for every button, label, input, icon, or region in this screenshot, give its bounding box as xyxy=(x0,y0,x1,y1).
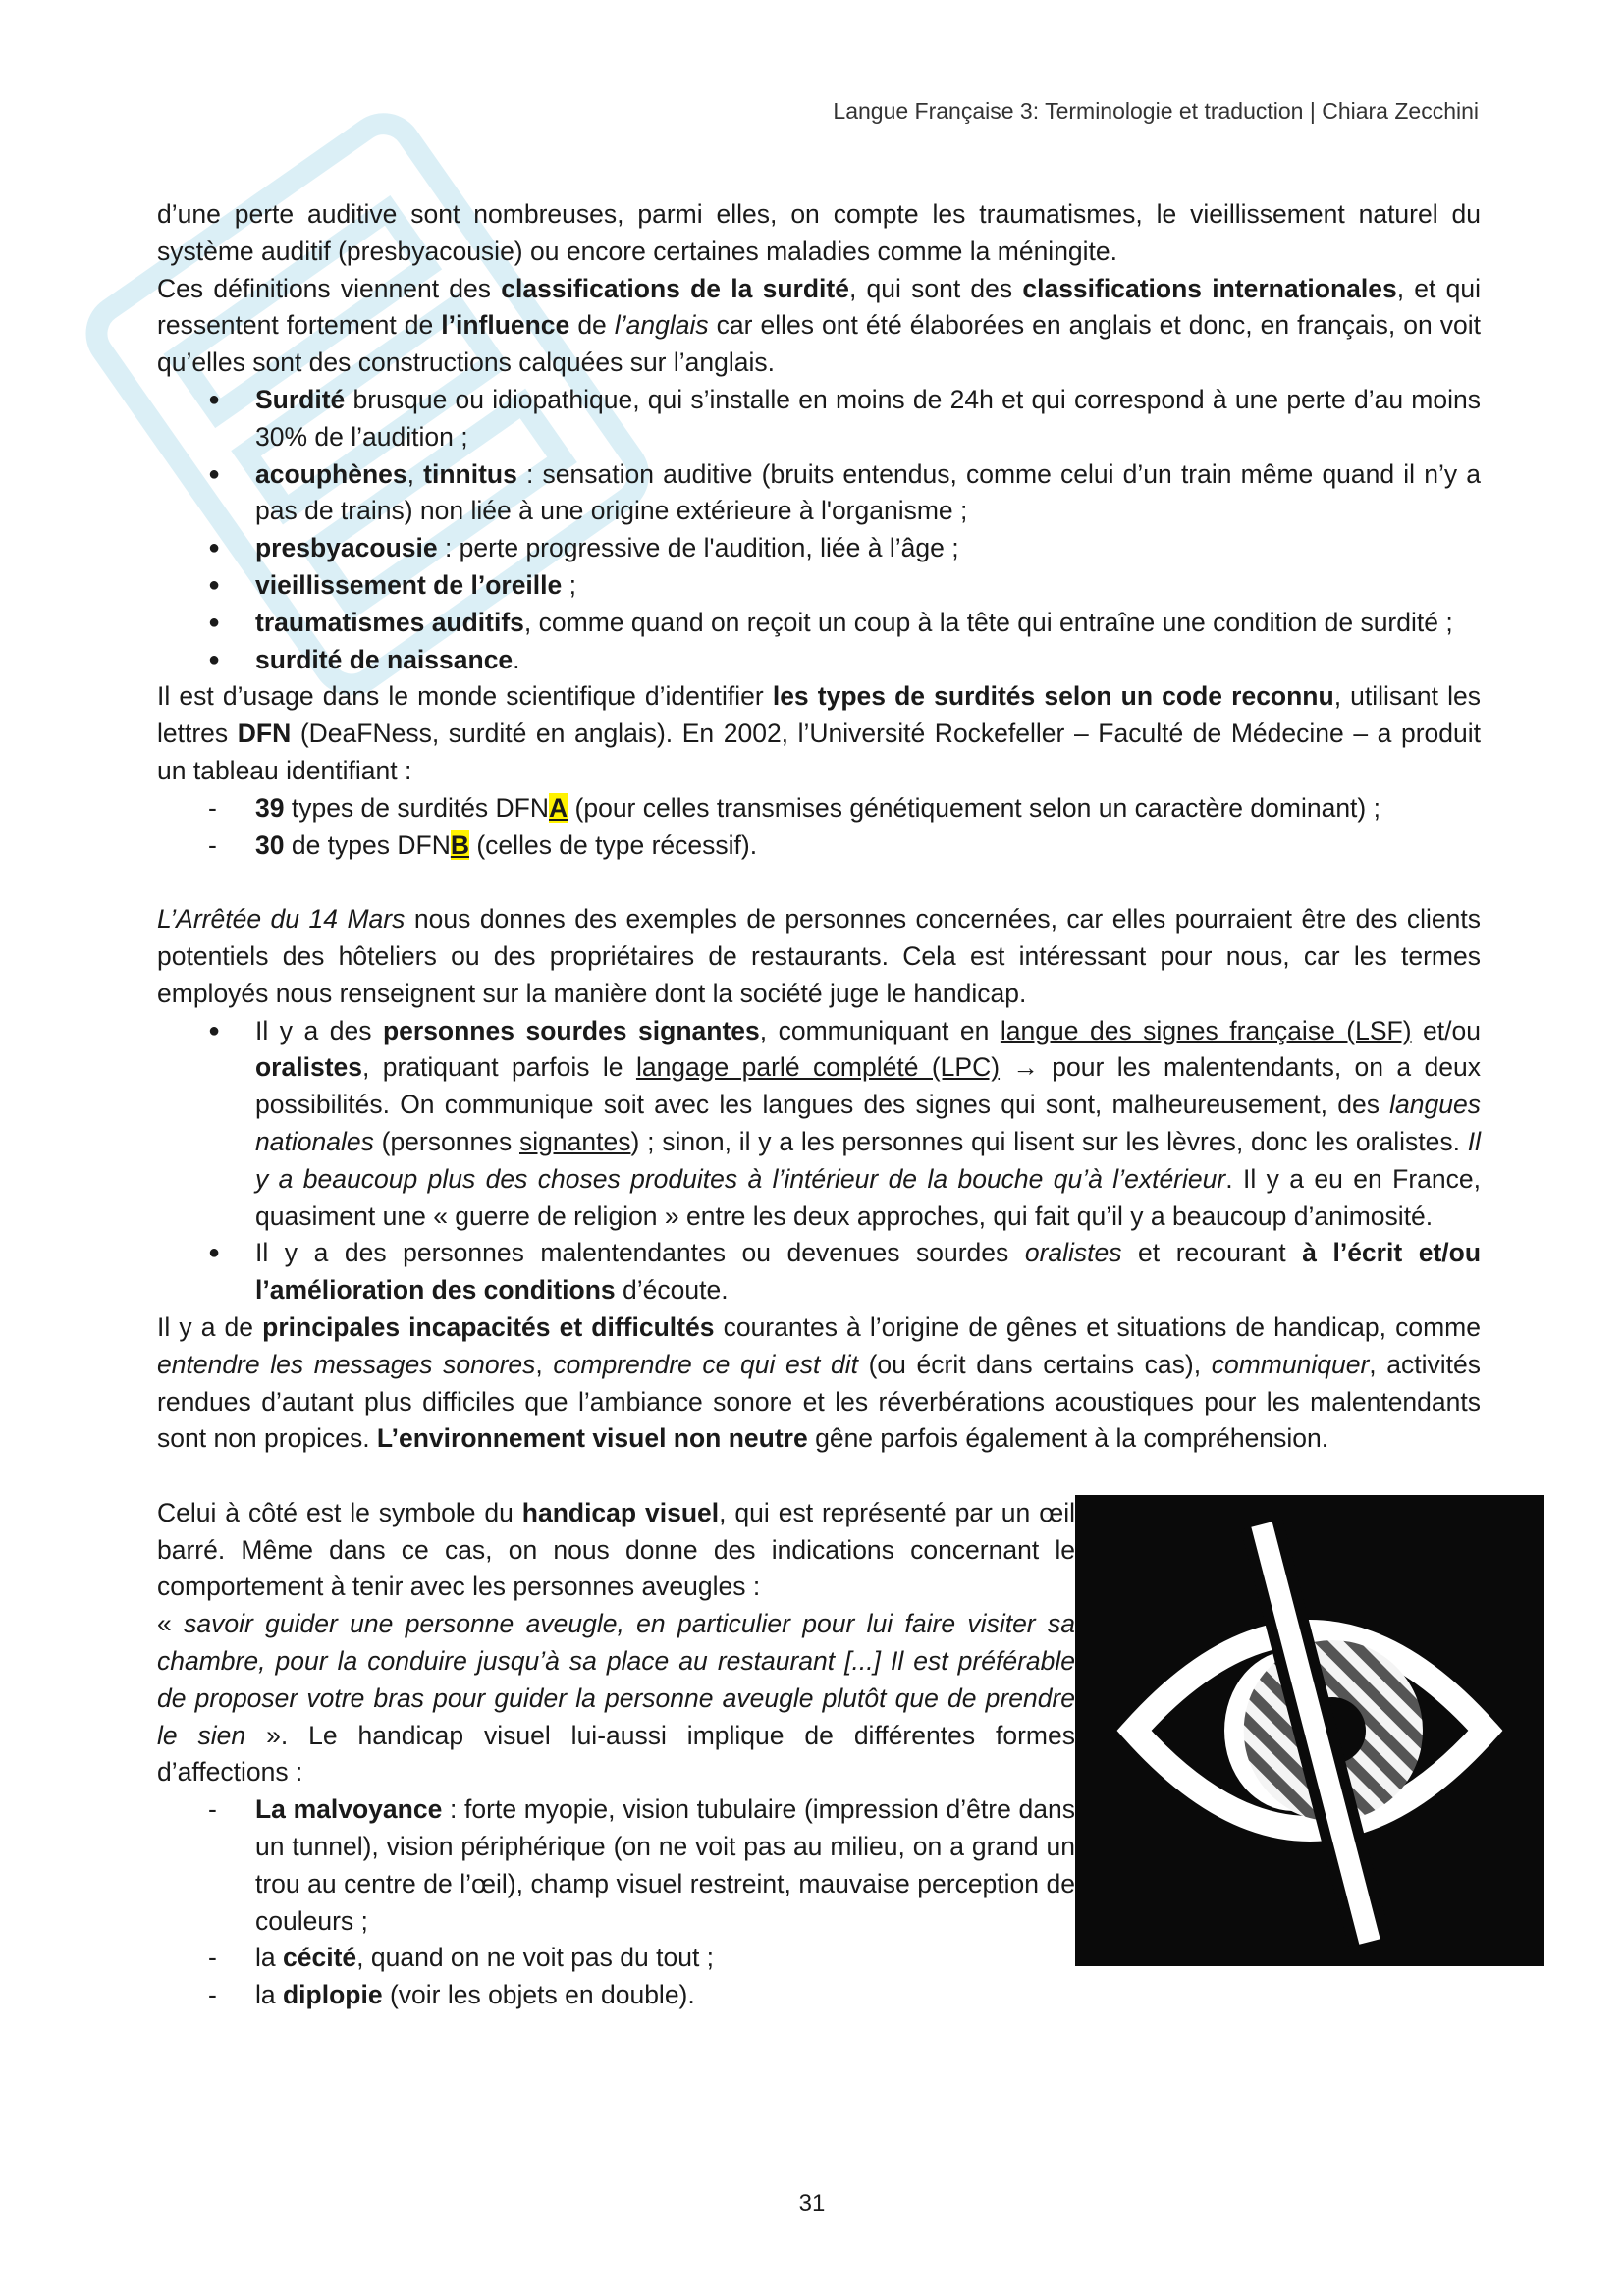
paragraph-1: d’une perte auditive sont nombreuses, parmi elles, on compte les traumatismes, le vieillissement naturel du système auditif (presbyacousie) ou encore certaines maladies comme la méningite. xyxy=(157,199,1481,266)
paragraph-5: Il y a de principales incapacités et difficultés courantes à l’origine de gênes et situations de handicap, comme entendre les messages sonores, comprendre ce qui est dit (ou écrit dans certains cas), communiquer, activités rendues d’autant plus difficiles que l’ambiance sonore et les réverbérations acoustiques pour les malentendants sont non propices. L’environnement visuel non neutre gêne parfois également à la compréhension. xyxy=(157,1311,1481,1454)
list-item: ● Il y a des personnes malentendantes ou devenues sourdes oralistes et recourant à l’écrit et/ou l’amélioration des conditions d’écoute. xyxy=(157,1235,1481,1309)
paragraph-3: Il est d’usage dans le monde scientifique d’identifier les types de surdités selon un code reconnu, utilisant les lettres DFN (DeaFNess, surdité en anglais). En 2002, l’Université Rockefeller – Faculté de Médecine – a produit un tableau identifiant : xyxy=(157,681,1482,785)
list-item: - la diplopie (voir les objets en double). xyxy=(157,1977,1075,2014)
list-item: ● acouphènes, tinnitus : sensation auditive (bruits entendus, comme celui d’un train même quand il n’y a pas de trains) non liée à une origine extérieure à l'organisme ; xyxy=(157,456,1481,531)
visual-handicap-section xyxy=(157,1495,1481,2014)
running-header: Langue Française 3: Terminologie et traduction | Chiara Zecchini xyxy=(833,98,1479,124)
page-number: 31 xyxy=(798,2190,826,2216)
bullet-list-people xyxy=(157,1013,1481,1309)
dash-list-visual xyxy=(157,1791,1075,2014)
page-content xyxy=(157,196,1481,2014)
crossed-eye-icon xyxy=(1075,1495,1544,1966)
highlighted-letter: A xyxy=(549,792,568,823)
list-item: ● Il y a des personnes sourdes signantes, communiquant en langue des signes française (LSF) et/ou oralistes, pratiquant parfois le langage parlé complété (LPC) → pour les malentendants, on a deux possibilités. On communique soit avec les langues des signes qui sont, malheureusement, des langues nationales (personnes signantes) ; sinon, il y a les personnes qui lisent sur les lèvres, donc les oralistes. Il y a beaucoup plus des choses produites à l’intérieur de la bouche qu’à l’extérieur. Il y a eu en France, quasiment une « guerre de religion » entre les deux approches, qui fait qu’il y a beaucoup d’animosité. xyxy=(157,1013,1481,1236)
list-item: ● traumatismes auditifs, comme quand on reçoit un coup à la tête qui entraîne une condition de surdité ; xyxy=(157,605,1481,642)
list-item: - 39 types de surdités DFNA (pour celles transmises génétiquement selon un caractère dominant) ; xyxy=(157,790,1481,828)
list-item: ● vieillissement de l’oreille ; xyxy=(157,567,1481,605)
dash-list-dfn xyxy=(157,790,1481,865)
list-item: ● presbyacousie : perte progressive de l'audition, liée à l’âge ; xyxy=(157,530,1481,567)
bullet-list-deafness-types xyxy=(157,382,1481,678)
paragraph-6: Celui à côté est le symbole du handicap visuel, qui est représenté par un œil barré. Même dans ce cas, on nous donne des indications concernant le comportement à tenir avec les personnes aveugles : « savoir guider une personne aveugle, en particulier pour lui faire visiter sa chambre, pour la conduire jusqu’à sa place au restaurant [...] Il est préférable de proposer votre bras pour guider la personne aveugle plutôt que de prendre le sien ». Le handicap visuel lui-aussi implique de différentes formes d’affections : xyxy=(157,1497,1075,1788)
highlighted-letter: B xyxy=(450,829,469,860)
visual-handicap-text xyxy=(157,1495,1075,2014)
list-item: ● surdité de naissance. xyxy=(157,642,1481,679)
paragraph-4: L’Arrêtée du 14 Mars nous donnes des exemples de personnes concernées, car elles pourraient être des clients potentiels des hôteliers ou des propriétaires de restaurants. Cela est intéressant pour nous, car les termes employés nous renseignent sur la manière dont la société juge le handicap. xyxy=(157,904,1481,1008)
list-item: - La malvoyance : forte myopie, vision tubulaire (impression d’être dans un tunnel), vision périphérique (on ne voit pas au milieu, on a grand un trou au centre de l’œil), champ visuel restreint, mauvaise perception de couleurs ; xyxy=(157,1791,1075,1940)
list-item: - la cécité, quand on ne voit pas du tout ; xyxy=(157,1940,1075,1977)
list-item: ● Surdité brusque ou idiopathique, qui s’installe en moins de 24h et qui correspond à une perte d’au moins 30% de l’audition ; xyxy=(157,382,1481,456)
paragraph-2: Ces définitions viennent des classifications de la surdité, qui sont des classifications internationales, et qui ressentent fortement de l’influence de l’anglais car elles ont été élaborées en anglais et donc, en français, on voit qu’elles sont des constructions calquées sur l’anglais. xyxy=(157,273,1481,378)
list-item: - 30 de types DFNB (celles de type récessif). xyxy=(157,828,1481,865)
